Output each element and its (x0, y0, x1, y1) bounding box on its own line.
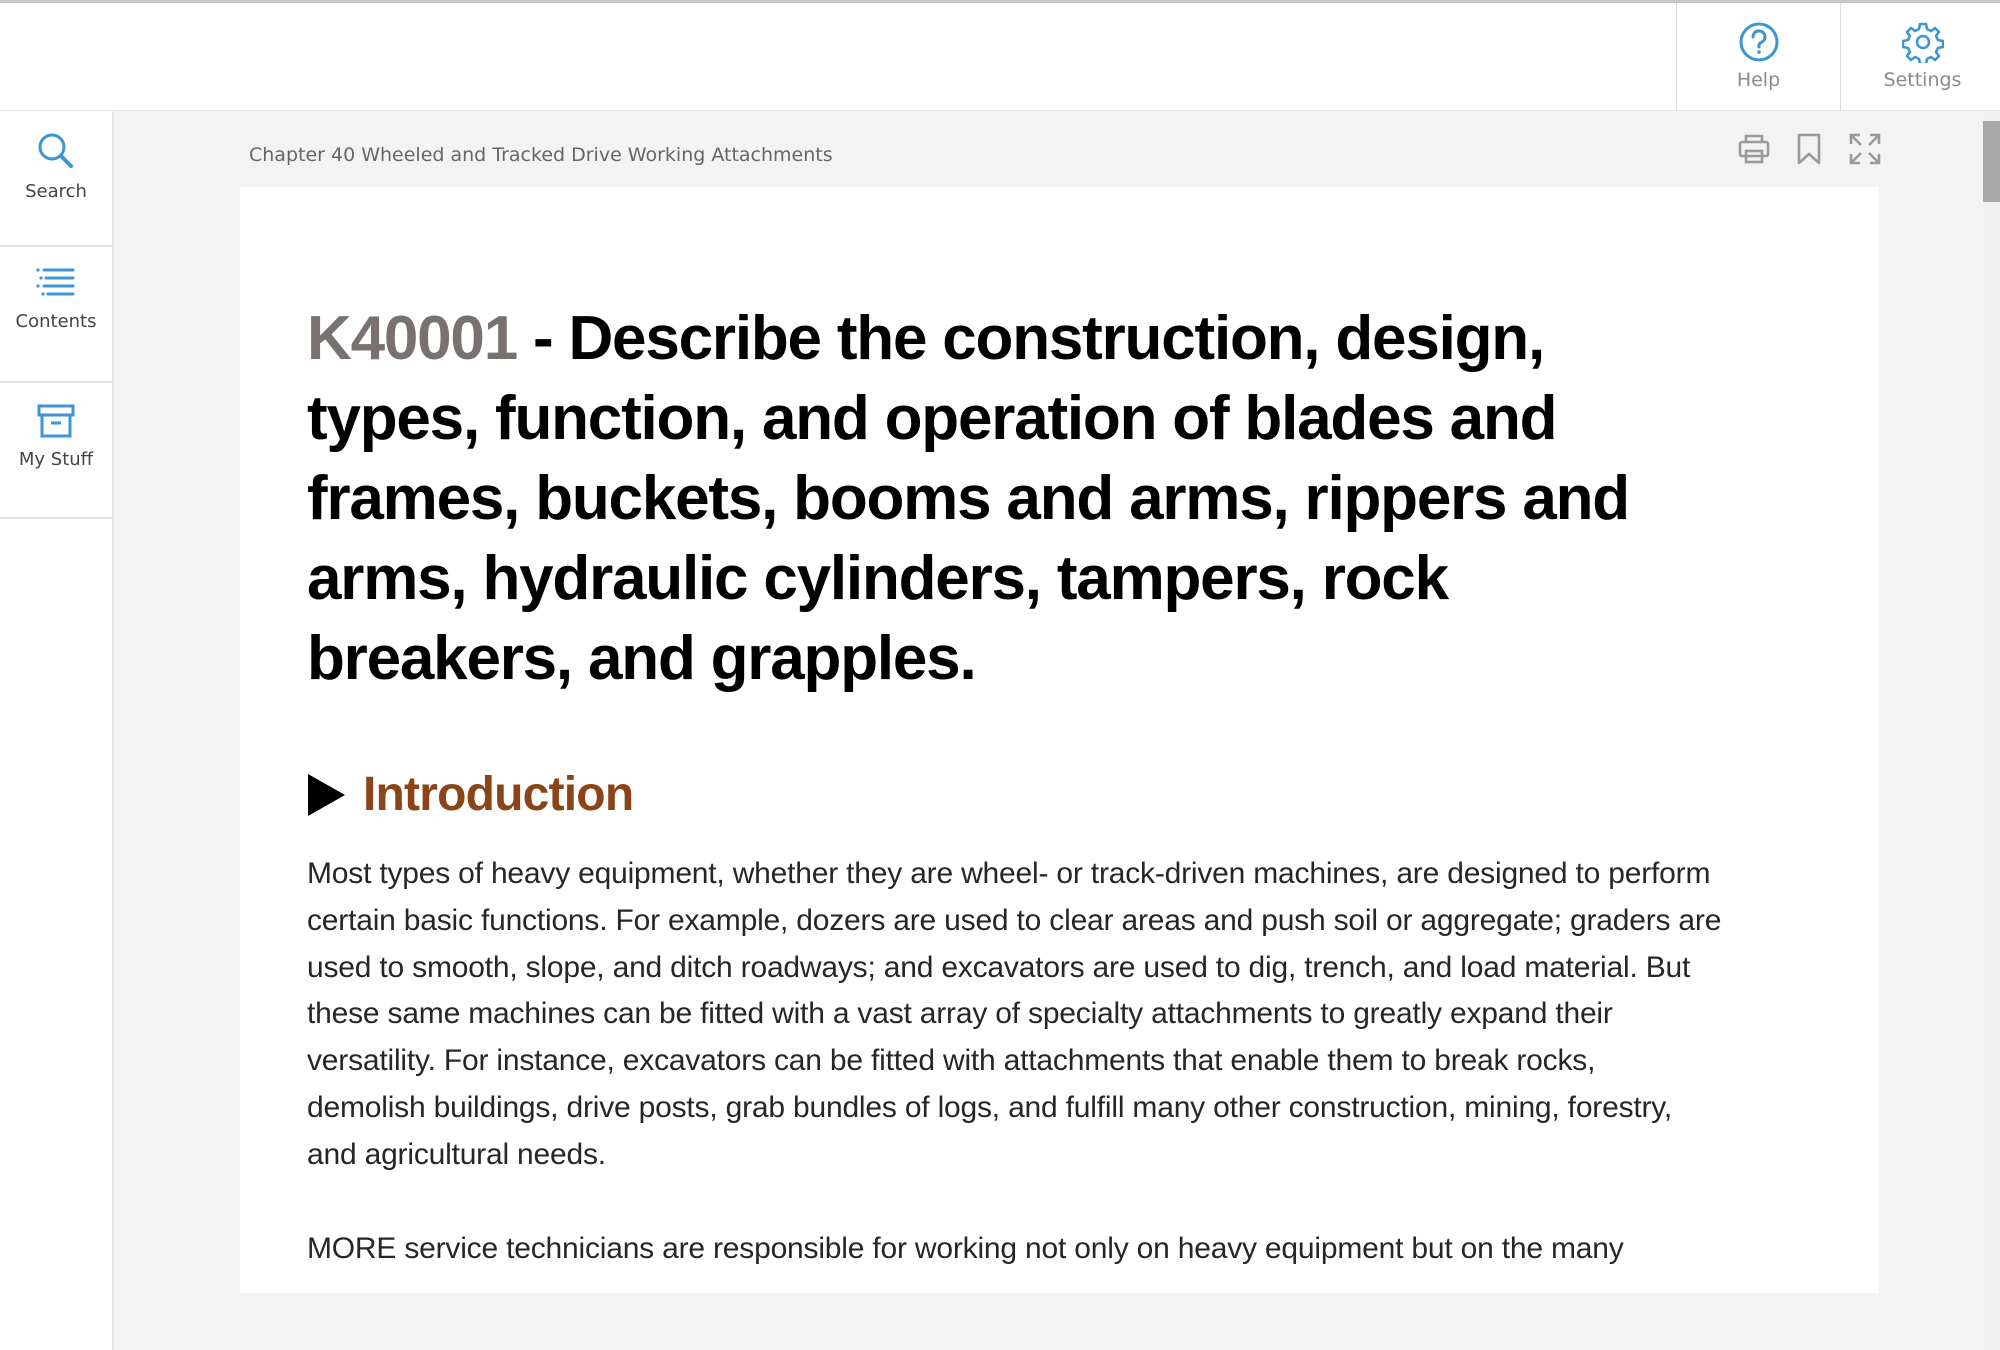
paragraph (307, 851, 1721, 1179)
title-line: - Describe the construction, design, (516, 304, 1544, 373)
paragraph-line: versatility. For instance, excavators can be fitted with attachments that enable them to break rocks, (307, 1044, 1596, 1078)
top-bar (0, 0, 2000, 111)
title-line: types, function, and operation of blades and (307, 384, 1557, 453)
paragraph (307, 1226, 1624, 1273)
search-icon (36, 131, 76, 171)
bookmark-icon[interactable] (1796, 133, 1822, 165)
sidebar-item-label: Search (25, 181, 87, 202)
paragraph-line: and agricultural needs. (307, 1137, 606, 1171)
paragraph-line: Most types of heavy equipment, whether they are wheel- or track-driven machines, are designed to perform (307, 857, 1711, 890)
settings-label: Settings (1883, 69, 1962, 91)
sidebar (0, 111, 114, 1350)
help-label: Help (1736, 69, 1781, 91)
paragraph-line: used to smooth, slope, and ditch roadways; and excavators are used to dig, trench, and load material. But (307, 950, 1691, 984)
print-icon[interactable] (1738, 133, 1770, 165)
title-line: arms, hydraulic cylinders, tampers, rock (307, 544, 1448, 613)
section-heading: Introduction (363, 768, 634, 821)
gear-icon (1902, 21, 1944, 63)
sidebar-item-search[interactable] (0, 131, 112, 247)
list-icon (36, 267, 76, 301)
paragraph-line: these same machines can be fitted with a vast array of specialty attachments to greatly expand their (307, 997, 1613, 1031)
paragraph-line: certain basic functions. For example, dozers are used to clear areas and push soil or aggregate; graders are (307, 903, 1722, 937)
expand-icon[interactable] (1849, 133, 1881, 165)
scrollbar-thumb[interactable] (1983, 121, 2000, 202)
section-toggle-introduction[interactable] (308, 767, 633, 822)
settings-button[interactable] (1840, 3, 2000, 111)
article-card (240, 187, 1879, 1293)
paragraph-line: demolish buildings, drive posts, grab bundles of logs, and fulfill many other construction, mining, forestry, (307, 1090, 1673, 1124)
help-icon (1738, 21, 1780, 63)
scrollbar[interactable] (1983, 111, 2000, 1350)
breadcrumb[interactable]: Chapter 40 Wheeled and Tracked Drive Working Attachments (249, 144, 833, 166)
triangle-right-icon (308, 774, 345, 816)
title-line: frames, buckets, booms and arms, rippers and (307, 464, 1629, 533)
sidebar-item-my-stuff[interactable] (0, 403, 112, 519)
help-button[interactable] (1676, 3, 1840, 111)
archive-box-icon (36, 403, 76, 439)
sidebar-item-label: My Stuff (18, 449, 94, 470)
paragraph-line: MORE service technicians are responsible for working not only on heavy equipment but on the many (307, 1232, 1624, 1265)
sidebar-item-contents[interactable] (0, 267, 112, 383)
article-title (307, 299, 1629, 699)
title-line: breakers, and grapples. (307, 624, 976, 693)
article-code: K40001 (307, 304, 517, 373)
sidebar-item-label: Contents (15, 311, 97, 332)
